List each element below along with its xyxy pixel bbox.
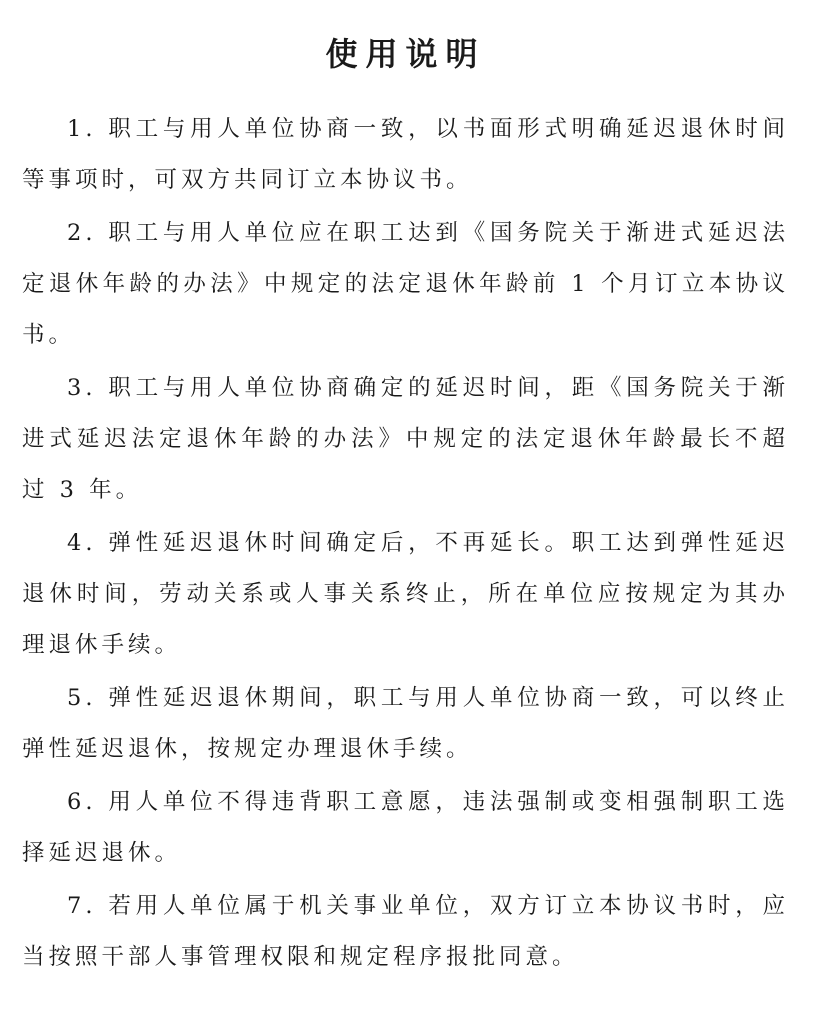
clause-4: 4. 弹性延迟退休时间确定后，不再延长。职工达到弹性延迟退休时间，劳动关系或人事关系终止，所在单位应按规定为其办理退休手续。 — [22, 530, 789, 658]
clause-5: 5. 弹性延迟退休期间，职工与用人单位协商一致，可以终止弹性延迟退休，按规定办理退休手续。 — [22, 685, 789, 762]
clause-7: 7. 若用人单位属于机关事业单位，双方订立本协议书时，应当按照干部人事管理权限和规定程序报批同意。 — [22, 893, 789, 970]
document-title: 使用说明 — [325, 35, 486, 73]
clause-6: 6. 用人单位不得违背职工意愿，违法强制或变相强制职工选择延迟退休。 — [22, 789, 789, 866]
clause-3: 3. 职工与用人单位协商确定的延迟时间，距《国务院关于渐进式延迟法定退休年龄的办法》中规定的法定退休年龄最长不超过 3 年。 — [22, 375, 789, 503]
clause-1: 1. 职工与用人单位协商一致，以书面形式明确延迟退休时间等事项时，可双方共同订立本协议书。 — [22, 116, 789, 193]
clause-2: 2. 职工与用人单位应在职工达到《国务院关于渐进式延迟法定退休年龄的办法》中规定的法定退休年龄前 1 个月订立本协议书。 — [22, 220, 789, 348]
